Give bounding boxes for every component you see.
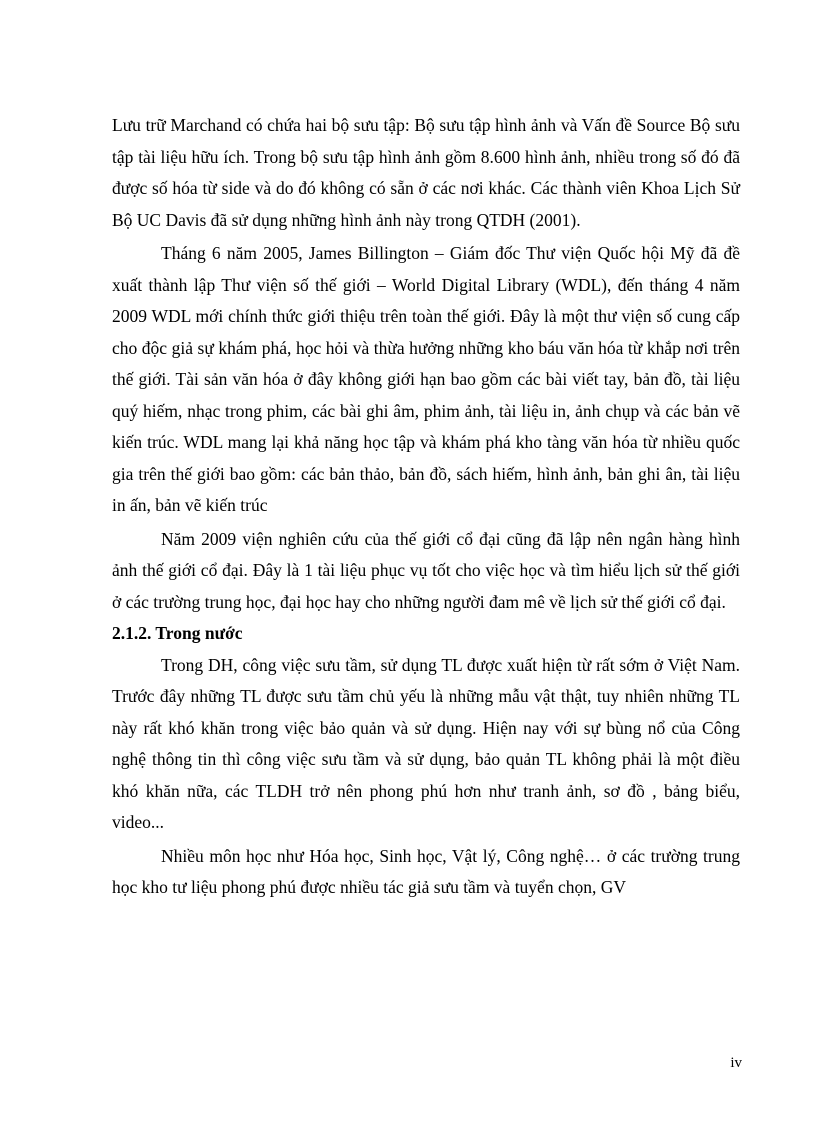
document-body: [112, 110, 740, 904]
paragraph-ancient-world-image-bank: Năm 2009 viện nghiên cứu của thế giới cổ đại cũng đã lập nên ngân hàng hình ảnh thế giới cổ đại. Đây là 1 tài liệu phục vụ tốt cho việc học và tìm hiểu lịch sử thế giới ở các trường trung học, đại học hay cho những người đam mê về lịch sử thế giới cổ đại.: [112, 528, 740, 612]
paragraph-school-subjects: Nhiều môn học như Hóa học, Sinh học, Vật lý, Công nghệ… ở các trường trung học kho tư liệu phong phú được nhiều tác giả sưu tầm và tuyển chọn, GV: [112, 845, 740, 897]
page-number: iv: [730, 1055, 742, 1071]
paragraph-domestic-collection: Trong DH, công việc sưu tầm, sử dụng TL được xuất hiện từ rất sớm ở Việt Nam. Trước đây những TL được sưu tầm chủ yếu là những mẫu vật thật, tuy nhiên những TL này rất khó khăn trong việc bảo quản và sử dụng. Hiện nay với sự bùng nổ của Công nghệ thông tin thì công việc sưu tầm và sử dụng, bảo quản TL không phải là một điều khó khăn nữa, các TLDH trở nên phong phú hơn như tranh ảnh, sơ đồ , bảng biểu, video...: [112, 654, 740, 832]
section-heading: 2.1.2. Trong nước: [112, 623, 243, 643]
paragraph-world-digital-library: Tháng 6 năm 2005, James Billington – Giám đốc Thư viện Quốc hội Mỹ đã đề xuất thành lập Thư viện số thế giới – World Digital Library (WDL), đến tháng 4 năm 2009 WDL mới chính thức giới thiệu trên toàn thế giới. Đây là một thư viện số cung cấp cho độc giả sự khám phá, học hỏi và thừa hưởng những kho báu văn hóa từ khắp nơi trên thế giới. Tài sản văn hóa ở đây không giới hạn bao gồm các bài viết tay, bản đồ, tài liệu quý hiếm, nhạc trong phim, các bài ghi âm, phim ảnh, tài liệu in, ảnh chụp và các bản vẽ kiến trúc. WDL mang lại khả năng học tập và khám phá kho tàng văn hóa từ nhiều quốc gia trên thế giới bao gồm: các bản thảo, bản đồ, sách hiếm, hình ảnh, bản ghi ân, tài liệu in ấn, bản vẽ kiến trúc: [112, 243, 740, 515]
paragraph-marchand-archive: Lưu trữ Marchand có chứa hai bộ sưu tập: Bộ sưu tập hình ảnh và Vấn đề Source Bộ sưu tập tài liệu hữu ích. Trong bộ sưu tập hình ảnh gồm 8.600 hình ảnh, nhiều trong số đó đã được số hóa từ side và do đó không có sẵn ở các nơi khác. Các thành viên Khoa Lịch Sử Bộ UC Davis đã sử dụng những hình ảnh này trong QTDH (2001).: [112, 115, 740, 230]
